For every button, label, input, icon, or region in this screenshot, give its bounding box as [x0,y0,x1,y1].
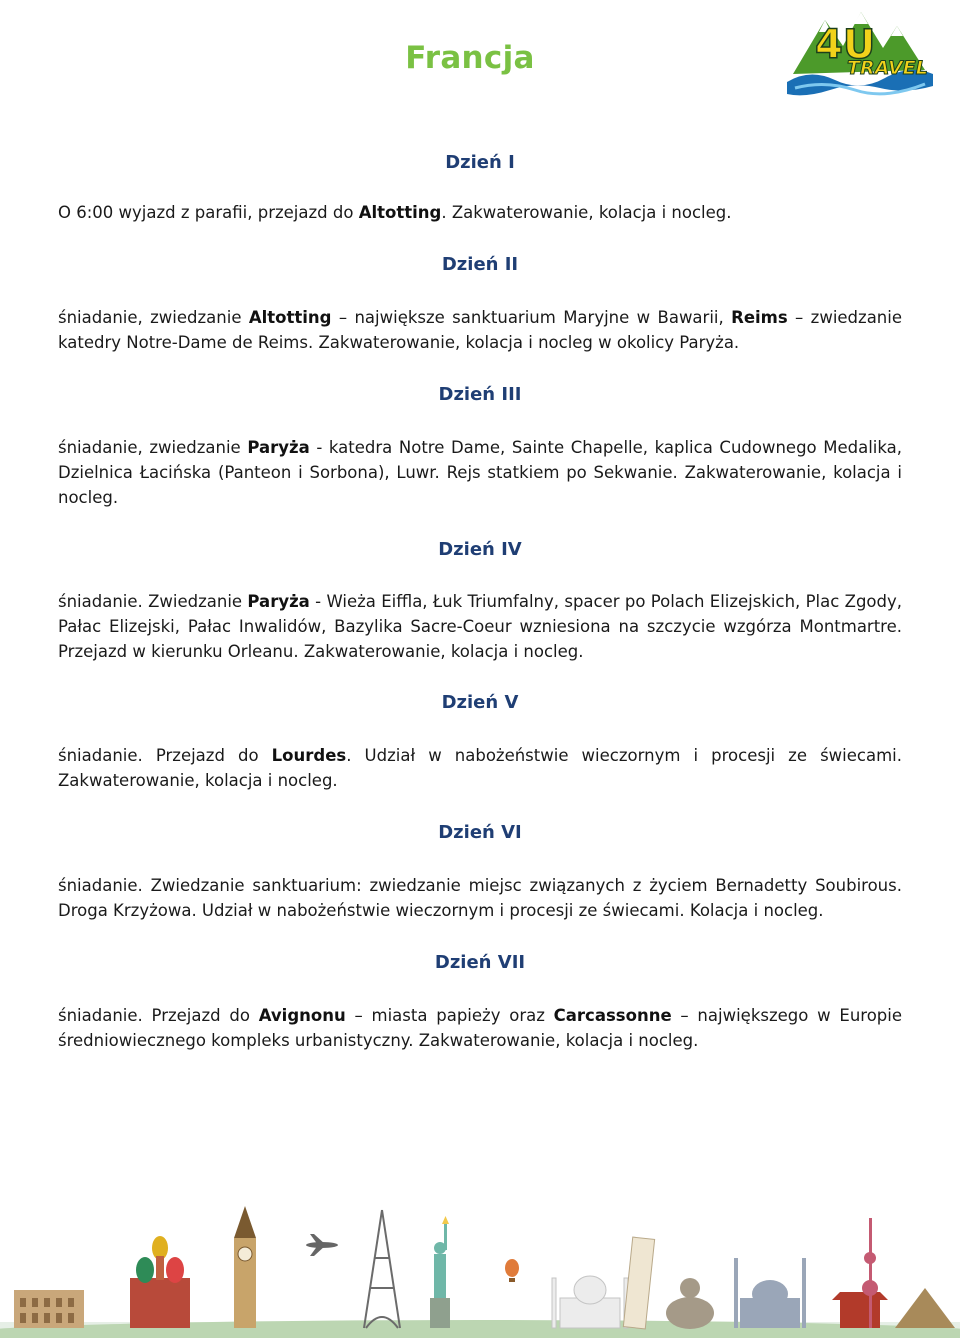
day-heading: Dzień I [445,152,515,173]
highlighted-place: Paryża [247,438,310,457]
itinerary [58,150,902,1053]
logo-text: TRAVEL [847,57,928,79]
text-run: – największego w Europie średniowiecznego kompleks urbanistyczny. Zakwaterowanie, kolacja i nocleg. [58,1006,902,1050]
page-title: Francja [405,40,535,76]
highlighted-place: Carcassonne [553,1006,672,1025]
text-run: - katedra Notre Dame, Sainte Chapelle, kaplica Cudownego Medalika, Dzielnica Łacińska (Panteon i Sorbona), Luwr. Rejs statkiem po Sekwanie. Zakwaterowanie, kolacja i nocleg. [58,438,903,507]
mayan-pyramid-landmark [895,1288,955,1328]
day-heading: Dzień VII [434,952,526,973]
highlighted-place: Lourdes [271,746,347,765]
highlighted-place: Paryża [247,592,310,611]
world-landmarks-illustration [0,1198,960,1338]
highlighted-place: Altotting [248,308,332,327]
day-description [58,305,902,355]
text-run: - Wieża Eiffla, Łuk Triumfalny, spacer po Polach Elizejskich, Plac Zgody, Pałac Elizejski, Pałac Inwalidów, Bazylika Sacre-Coeur wzniesiona na szczycie wzgórza Montmartre. Przejazd w kierunku Orleanu. Zakwaterowanie, kolacja i nocleg. [58,592,902,661]
text-run: – zwiedzanie katedry Notre-Dame de Reims. Zakwaterowanie, kolacja i nocleg w okolicy Paryża. [58,308,902,352]
text-run: śniadanie. Przejazd do [58,1006,259,1025]
logo-number: 4U [815,22,876,68]
day-heading: Dzień II [441,254,519,275]
text-run: śniadanie. Zwiedzanie sanktuarium: zwiedzanie miejsc związanych z życiem Bernadetty Soubirous. Droga Krzyżowa. Udział w nabożeństwie wieczornym i procesji ze świecami. Kolacja i nocleg. [58,876,902,920]
highlighted-place: Altotting [358,203,442,222]
colosseum-landmark [14,1290,84,1328]
text-run: śniadanie, zwiedzanie [58,308,249,327]
day-heading: Dzień V [441,692,519,713]
text-run: – największe sanktuarium Maryjne w Bawarii, [331,308,732,327]
day-description [58,589,902,664]
highlighted-place: Reims [731,308,788,327]
day-heading: Dzień III [438,384,522,405]
st-basil-cathedral-landmark [130,1236,190,1328]
text-run: – miasta papieży oraz [345,1006,554,1025]
day-heading: Dzień IV [438,539,522,560]
travel-agency-logo [785,2,935,98]
big-ben-landmark [234,1206,256,1328]
taj-mahal-landmark [552,1276,628,1328]
text-run: . Zakwaterowanie, kolacja i nocleg. [441,203,732,222]
buddha-statue-landmark [666,1278,714,1329]
text-run: . Udział w nabożeństwie wieczornym i procesji ze świecami. Zakwaterowanie, kolacja i nocleg. [58,746,902,790]
eiffel-tower-landmark [364,1210,400,1328]
blue-mosque-landmark [734,1258,806,1328]
text-run: śniadanie, zwiedzanie [58,438,248,457]
highlighted-place: Avignonu [258,1006,346,1025]
hot-air-balloon-icon [505,1259,519,1282]
day-description [58,200,902,225]
text-run: O 6:00 wyjazd z parafii, przejazd do [58,203,359,222]
day-description [58,435,902,510]
day-heading: Dzień VI [438,822,522,843]
day-description [58,1003,902,1053]
airplane-icon [306,1234,338,1256]
chinese-gate-landmark [832,1292,888,1328]
day-description [58,743,902,793]
text-run: śniadanie. Przejazd do [58,746,272,765]
day-description [58,873,902,923]
leaning-tower-of-pisa-landmark [623,1237,654,1329]
text-run: śniadanie. Zwiedzanie [58,592,248,611]
statue-of-liberty-landmark [430,1216,450,1328]
